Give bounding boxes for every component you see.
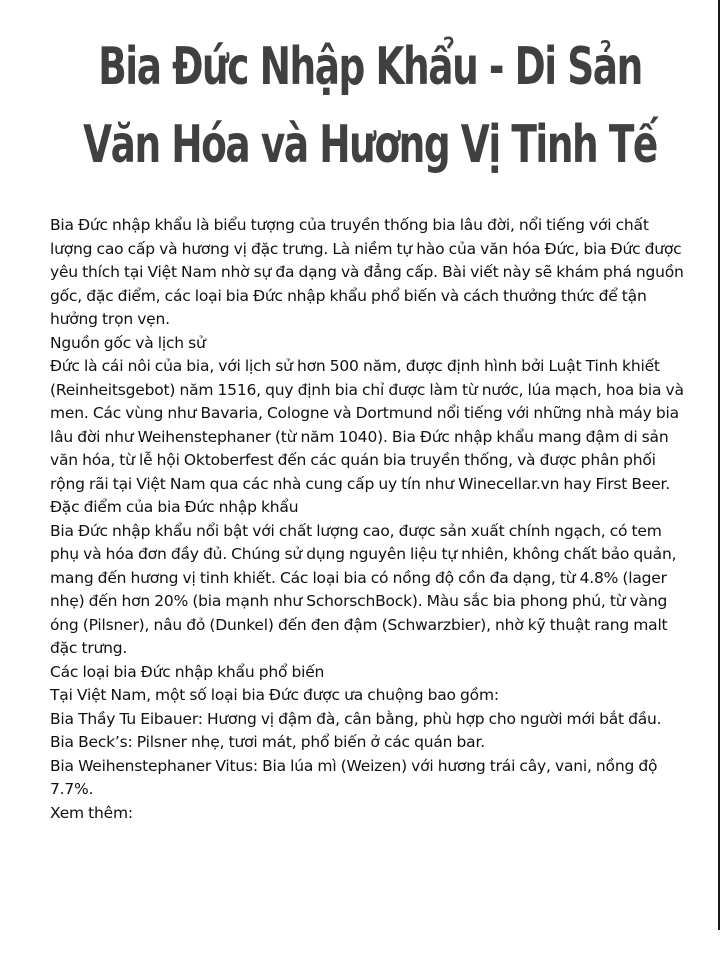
article-body (50, 214, 690, 825)
section-heading-features: Đặc điểm của bia Đức nhập khẩu (50, 498, 299, 516)
see-more-link[interactable]: Xem thêm: (50, 803, 133, 822)
beer-item-weihenstephaner: Bia Weihenstephaner Vitus: Bia lúa mì (Weizen) với hương trái cây, vani, nồng độ 7.7%. (50, 756, 658, 798)
origin-paragraph: Đức là cái nôi của bia, với lịch sử hơn 500 năm, được định hình bởi Luật Tinh khiết (Reinheitsgebot) năm 1516, quy định bia chỉ được làm từ nước, lúa mạch, hoa bia và men. Các vùng như Bavaria, Cologne và Dortmund nổi tiếng với những nhà máy bia lâu đời như Weihenstephaner (từ năm 1040). Bia Đức nhập khẩu mang đậm di sản văn hóa, từ lễ hội Oktoberfest đến các quán bia truyền thống, và được phân phối rộng rãi tại Việt Nam qua các nhà cung cấp uy tín như Winecellar.vn hay First Beer. (50, 357, 684, 493)
section-heading-origin: Nguồn gốc và lịch sử (50, 333, 206, 352)
beer-item-eibauer: Bia Thầy Tu Eibauer: Hương vị đậm đà, cân bằng, phù hợp cho người mới bắt đầu. (50, 709, 662, 728)
features-paragraph: Bia Đức nhập khẩu nổi bật với chất lượng cao, được sản xuất chính ngạch, có tem phụ và hóa đơn đầy đủ. Chúng sử dụng nguyên liệu tự nhiên, không chất bảo quản, mang đến hương vị tinh khiết. Các loại bia có nồng độ cồn đa dạng, từ 4.8% (lager nhẹ) đến hơn 20% (bia mạnh như SchorschBock). Màu sắc bia phong phú, từ vàng óng (Pilsner), nâu đỏ (Dunkel) đến đen đậm (Schwarzbier), nhờ kỹ thuật rang malt đặc trưng. (50, 521, 677, 657)
types-intro-paragraph: Tại Việt Nam, một số loại bia Đức được ưa chuộng bao gồm: (50, 686, 499, 704)
beer-item-becks: Bia Beck’s: Pilsner nhẹ, tươi mát, phổ biến ở các quán bar. (50, 733, 485, 751)
article (50, 28, 690, 825)
section-heading-types: Các loại bia Đức nhập khẩu phổ biến (50, 662, 325, 681)
article-title: Bia Đức Nhập Khẩu - Di Sản Văn Hóa và Hương Vị Tinh Tế (83, 37, 657, 175)
intro-paragraph: Bia Đức nhập khẩu là biểu tượng của truyền thống bia lâu đời, nổi tiếng với chất lượng cao cấp và hương vị đặc trưng. Là niềm tự hào của văn hóa Đức, bia Đức được yêu thích tại Việt Nam nhờ sự đa dạng và đẳng cấp. Bài viết này sẽ khám phá nguồn gốc, đặc điểm, các loại bia Đức nhập khẩu phổ biến và cách thưởng thức để tận hưởng trọn vẹn. (50, 216, 684, 328)
